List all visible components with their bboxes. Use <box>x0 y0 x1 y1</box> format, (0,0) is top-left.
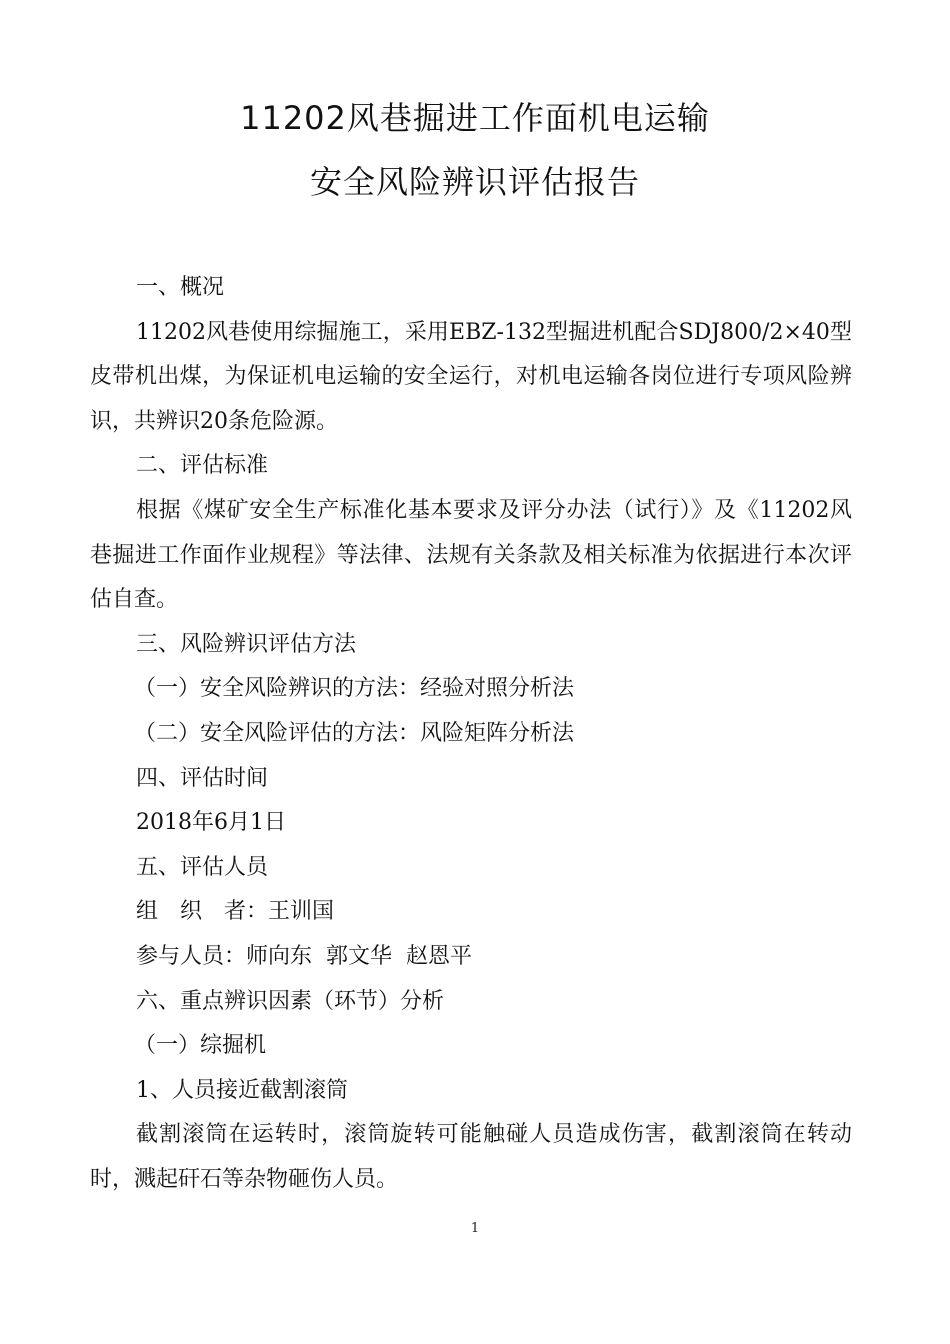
document-title-line-1: 11202风巷掘进工作面机电运输 <box>240 99 710 137</box>
overview-paragraph: 11202风巷使用综掘施工，采用EBZ-132型掘进机配合SDJ800/2×40型皮带机出煤，为保证机电运输的安全运行，对机电运输各岗位进行专项风险辨识，共辨识20条危险源。 <box>90 319 852 434</box>
page-number: 1 <box>470 1221 480 1236</box>
organizer-line: 组 织 者：王训国 <box>136 899 335 925</box>
section-heading-analysis: 六、重点辨识因素（环节）分析 <box>136 988 445 1014</box>
method-assessment: （二）安全风险评估的方法：风险矩阵分析法 <box>134 720 575 746</box>
section-heading-personnel: 五、评估人员 <box>136 854 269 880</box>
standard-paragraph: 根据《煤矿安全生产标准化基本要求及评分办法（试行）》及《11202风巷掘进工作面作业规程》等法律、法规有关条款及相关标准为依据进行本次评估自查。 <box>90 497 852 613</box>
section-heading-method: 三、风险辨识评估方法 <box>136 631 357 657</box>
document-title-line-2: 安全风险辨识评估报告 <box>309 163 640 201</box>
section-heading-time: 四、评估时间 <box>136 765 269 791</box>
document-body <box>90 266 852 1202</box>
assessment-date: 2018年6月1日 <box>136 810 286 836</box>
cutting-drum-paragraph: 截割滚筒在运转时，滚筒旋转可能触碰人员造成伤害，截割滚筒在转动时，溅起矸石等杂物砸伤人员。 <box>90 1122 852 1192</box>
participants-line: 参与人员：师向东 郭文华 赵恩平 <box>136 943 472 969</box>
subsection-heading-roadheader: （一）综掘机 <box>134 1033 267 1059</box>
section-heading-overview: 一、概况 <box>136 275 225 300</box>
method-identification: （一）安全风险辨识的方法：经验对照分析法 <box>134 676 575 702</box>
section-heading-standard: 二、评估标准 <box>136 453 269 479</box>
item-heading-cutting-drum: 1、人员接近截割滚筒 <box>136 1077 348 1103</box>
